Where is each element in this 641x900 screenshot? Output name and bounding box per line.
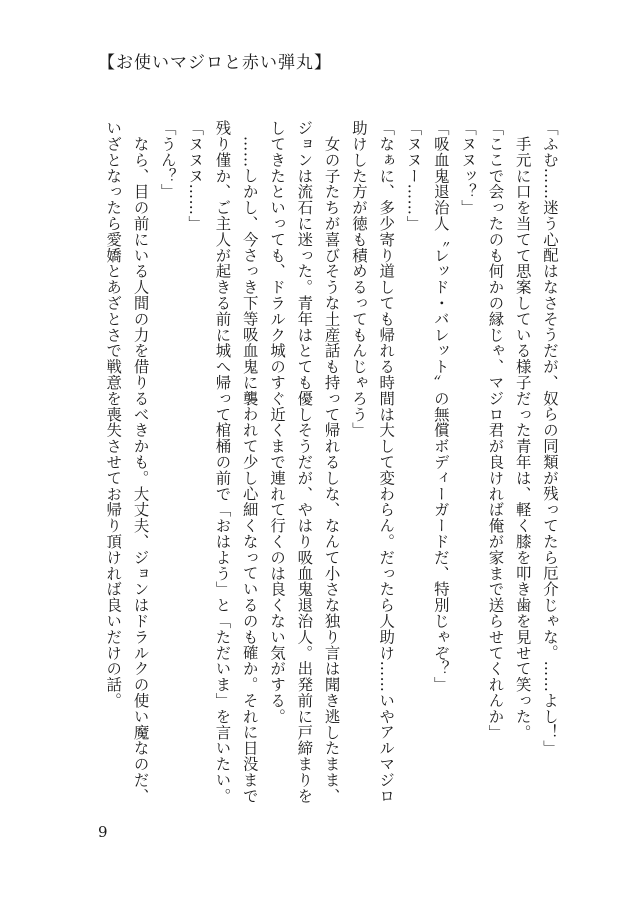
text-line: 助けした方が徳も積めるってもんじゃろう」 (349, 120, 368, 438)
text-line: なら、目の前にいる人間の力を借りるべきかも。大丈夫、ジョンはドラルクの使い魔なのだ、 (131, 120, 150, 804)
text-line: ……しかし、今さっき下等吸血鬼に襲われて少し心細くなっているのも確か。それに日没まで (240, 120, 259, 804)
text-line: 女の子たちが喜びそうな土産話も持って帰れるしな、なんて小さな独り言は聞き逃したまま、 (322, 120, 341, 804)
text-line: 残り僅か、ご主人が起きる前に城へ帰って棺桶の前で「おはよう」と「ただいま」を言いたい。 (213, 120, 232, 804)
text-line: 「ヌヌー……」 (404, 120, 423, 232)
text-line: してきたといっても、ドラルク城のすぐ近くまで連れて行くのは良くない気がする。 (268, 120, 287, 725)
text-line: いざとなったら愛嬌とあざとさで戦意を喪失させてお帰り頂ければ良いだけの話。 (104, 120, 123, 709)
page-number: 9 (98, 823, 108, 841)
text-line: 「吸血鬼退治人〝レッド・バレット〟の無償ボディーガードだ、特別じゃぞ？」 (431, 120, 450, 693)
text-line: 「ふむ……迷う心配はなさそうだが、奴らの同類が残ってたら厄介じゃな。……よし！」 (541, 120, 559, 756)
text-line: 「うん？」 (158, 120, 177, 200)
text-line: 「ここで会ったのも何かの縁じゃ、マジロ君が良ければ俺が家まで送らせてくれんか」 (486, 120, 505, 741)
text-line: 「ヌヌッ？」 (459, 120, 478, 216)
text-line: ジョンは流石に迷った。青年はとても優しそうだが、やはり吸血鬼退治人。出発前に戸締まりを (295, 120, 314, 804)
text-line: 「なぁに、多少寄り道しても帰れる時間は大して変わらん。だったら人助け……いやアルマジロ (377, 120, 396, 804)
text-line: 「ヌヌヌ……」 (186, 120, 205, 232)
chapter-title: 【お使いマジロと赤い弾丸】 (98, 53, 332, 73)
text-line: 手元に口を当てて思案している様子だった青年は、軽く膝を叩き歯を見せて笑った。 (513, 120, 532, 741)
body-text (93, 120, 563, 804)
